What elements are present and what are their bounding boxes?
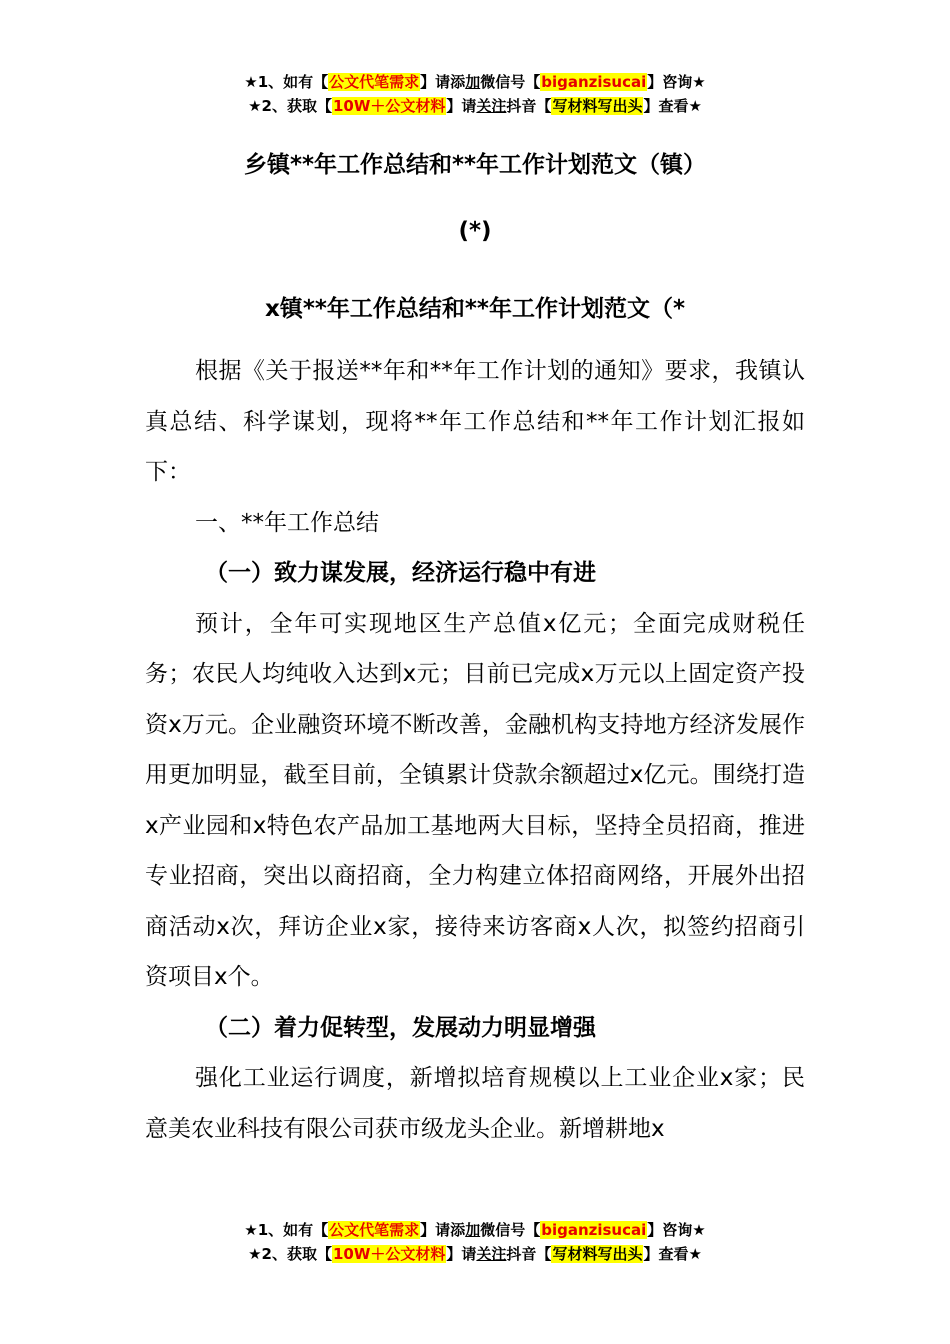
document-title: 乡镇**年工作总结和**年工作计划范文（镇）: [243, 152, 707, 178]
document-body: [145, 346, 805, 1154]
promo-banner-bottom: [0, 1218, 950, 1266]
highlight-materials: 10W＋公文材料: [332, 97, 446, 115]
body-paragraph-1: 预计，全年可实现地区生产总值x亿元；全面完成财税任务；农民人均纯收入达到x元；目前已完成x万元以上固定资产投资x万元。企业融资环境不断改善，金融机构支持地方经济发展作用更加明显，截至目前，全镇累计贷款余额超过x亿元。围绕打造x产业园和x特色农产品加工基地两大目标，坚持全员招商，推进专业招商，突出以商招商，全力构建立体招商网络，开展外出招商活动x次，拜访企业x家，接待来访客商x人次，拟签约招商引资项目x个。: [145, 610, 805, 990]
promo-banner-top: [0, 70, 950, 118]
highlight-service: 公文代笔需求: [329, 73, 420, 91]
document-subtitle: x镇**年工作总结和**年工作计划范文（*: [265, 296, 685, 322]
subsection-heading-1: （一）致力谋发展，经济运行稳中有进: [205, 560, 596, 586]
highlight-douyin: 写材料写出头: [552, 1245, 643, 1263]
promo-line-1: ★1、如有【公文代笔需求】请添加微信号【biganzisucai】咨询★: [244, 73, 706, 91]
intro-paragraph: 根据《关于报送**年和**年工作计划的通知》要求，我镇认真总结、科学谋划，现将**年工作总结和**年工作计划汇报如下：: [145, 358, 805, 485]
promo-line-1: ★1、如有【公文代笔需求】请添加微信号【biganzisucai】咨询★: [244, 1221, 706, 1239]
section-heading: 一、**年工作总结: [195, 509, 379, 536]
body-paragraph-2: 强化工业运行调度，新增拟培育规模以上工业企业x家；民意美农业科技有限公司获市级龙头企业。新增耕地x: [145, 1065, 805, 1142]
highlight-wechat-id: biganzisucai: [541, 73, 647, 91]
highlight-materials: 10W＋公文材料: [332, 1245, 446, 1263]
subsection-heading-2: （二）着力促转型，发展动力明显增强: [205, 1014, 596, 1041]
document-title-suffix: (*): [458, 218, 492, 244]
promo-line-2: ★2、获取【10W＋公文材料】请关注抖音【写材料写出头】查看★: [248, 97, 702, 115]
highlight-wechat-id: biganzisucai: [541, 1221, 647, 1239]
highlight-douyin: 写材料写出头: [552, 97, 643, 115]
promo-line-2: ★2、获取【10W＋公文材料】请关注抖音【写材料写出头】查看★: [248, 1245, 702, 1263]
highlight-service: 公文代笔需求: [329, 1221, 420, 1239]
